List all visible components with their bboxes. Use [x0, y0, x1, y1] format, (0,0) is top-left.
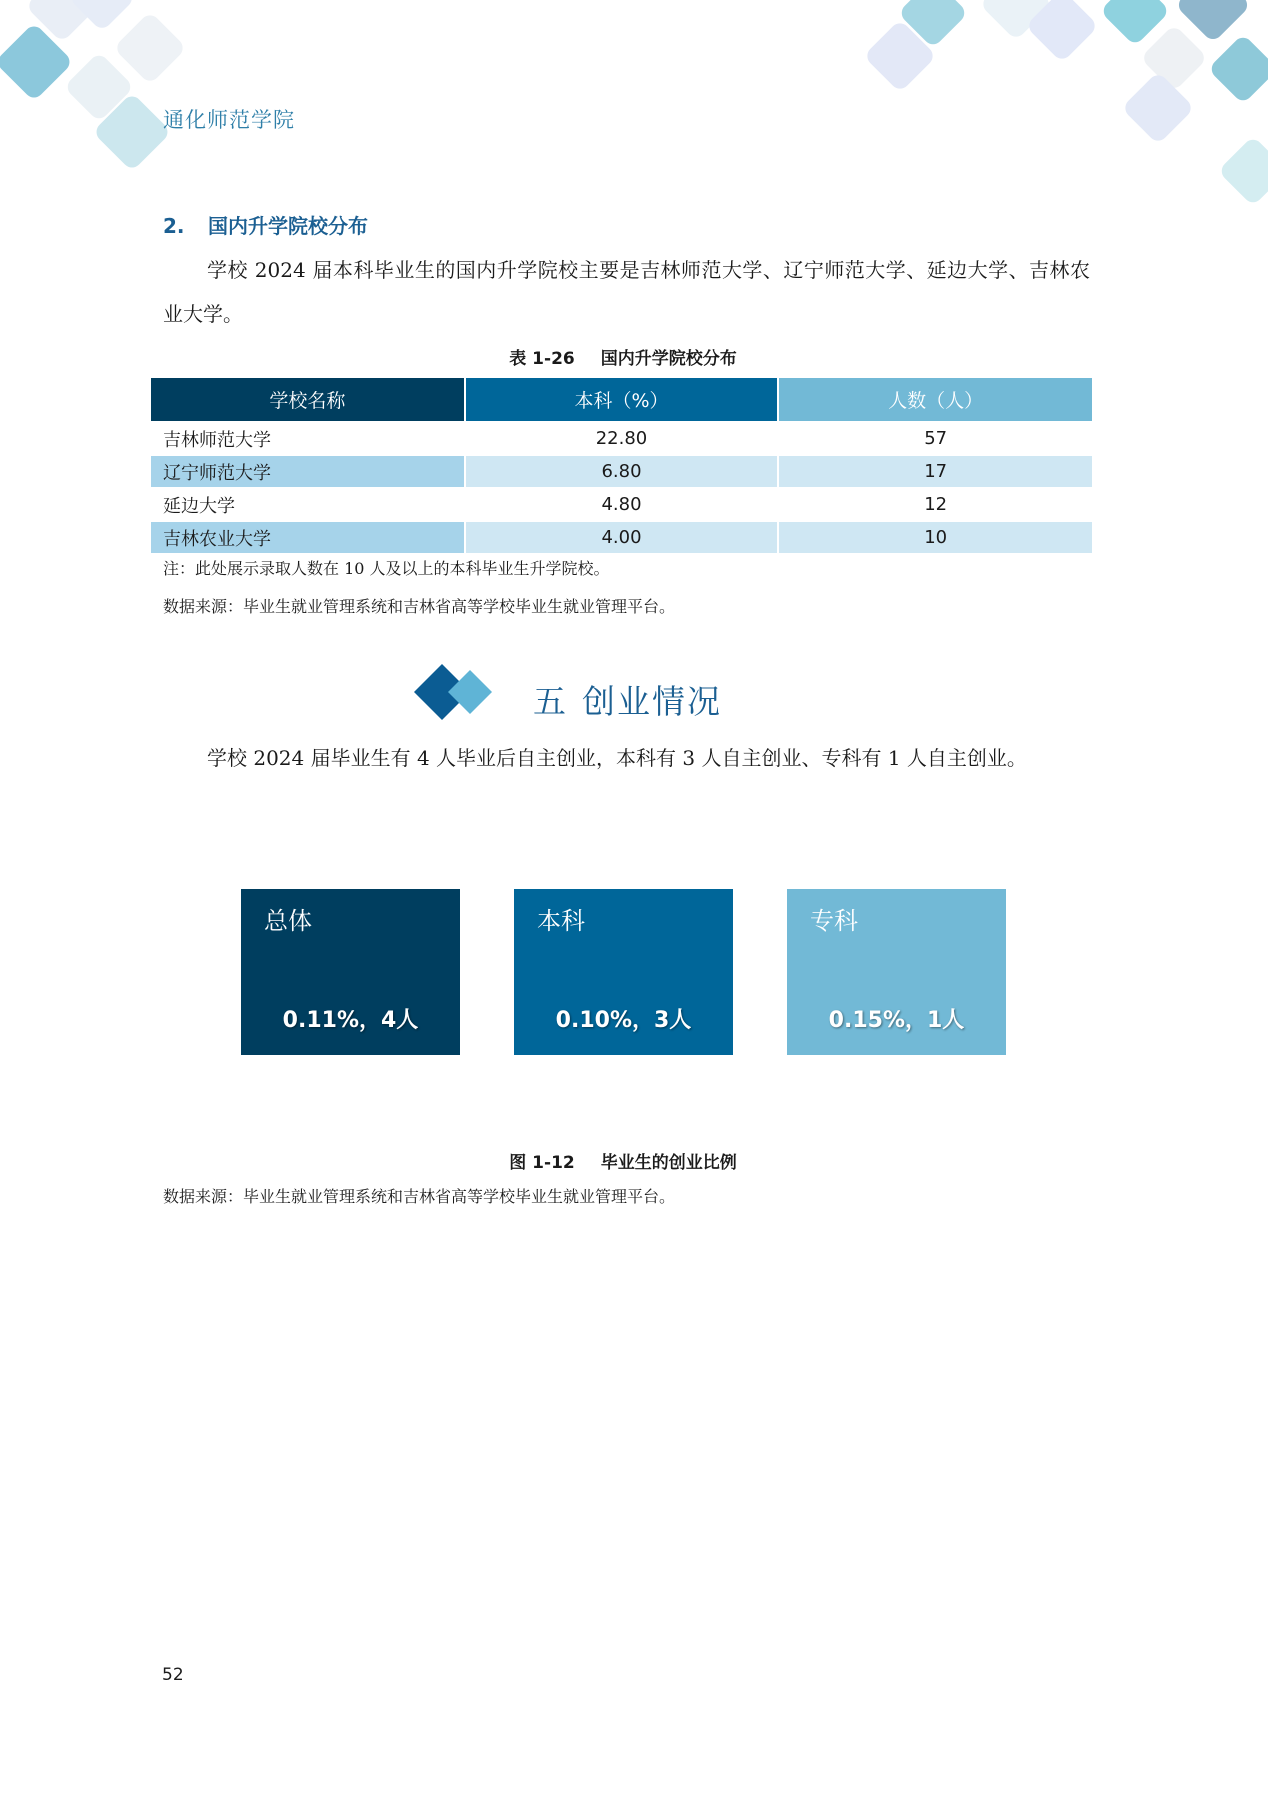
- admission-table: [151, 378, 1092, 553]
- section-title: 国内升学院校分布: [208, 214, 368, 238]
- table-row: [151, 455, 1092, 488]
- table-row: [151, 521, 1092, 553]
- table-cell-count: 57: [778, 422, 1092, 455]
- figure-caption-title: 毕业生的创业比例: [600, 1153, 737, 1173]
- card-overall: [241, 889, 460, 1055]
- chapter-number: 五: [533, 682, 568, 721]
- figure-source: 数据来源：毕业生就业管理系统和吉林省高等学校毕业生就业管理平台。: [163, 1187, 676, 1206]
- table-cell-school: 吉林农业大学: [151, 521, 465, 553]
- chapter-paragraph: 学校 2024 届毕业生有 4 人毕业后自主创业，本科有 3 人自主创业、专科有 1 人自主创业。: [207, 746, 1027, 770]
- card-value: 0.10%，3人: [555, 1008, 692, 1033]
- card-label: 专科: [810, 907, 858, 935]
- table-header-row: [151, 378, 1092, 422]
- chapter-title: 创业情况: [582, 682, 722, 721]
- section-paragraph: 学校 2024 届本科毕业生的国内升学院校主要是吉林师范大学、辽宁师范大学、延边大学、吉林农业大学。: [163, 258, 1090, 326]
- card-junior-college: [787, 889, 1006, 1055]
- section-number: 2.: [163, 214, 185, 238]
- page-number: 52: [162, 1665, 184, 1685]
- figure-caption: [0, 1148, 1246, 1173]
- table-source: 数据来源：毕业生就业管理系统和吉林省高等学校毕业生就业管理平台。: [163, 597, 676, 616]
- table-row: [151, 422, 1092, 455]
- card-value: 0.11%，4人: [282, 1008, 419, 1033]
- figure-caption-label: 图 1-12: [509, 1153, 575, 1173]
- table-row: [151, 488, 1092, 521]
- table-cell-count: 17: [778, 455, 1092, 488]
- table-cell-count: 12: [778, 488, 1092, 521]
- chapter-heading: [533, 676, 722, 723]
- table-cell-school: 吉林师范大学: [151, 422, 465, 455]
- card-label: 总体: [264, 907, 312, 935]
- entrepreneurship-cards: [0, 889, 1268, 1055]
- section-heading: [163, 210, 368, 239]
- card-undergraduate: [514, 889, 733, 1055]
- table-header-percent: 本科（%）: [465, 378, 779, 422]
- table-header-school: 学校名称: [151, 378, 465, 422]
- table-cell-percent: 6.80: [465, 455, 779, 488]
- table-cell-percent: 22.80: [465, 422, 779, 455]
- header-institution: 通化师范学院: [163, 108, 295, 132]
- card-value: 0.15%，1人: [828, 1008, 965, 1033]
- table-cell-percent: 4.80: [465, 488, 779, 521]
- table-header-count: 人数（人）: [778, 378, 1092, 422]
- table-caption-title: 国内升学院校分布: [600, 349, 737, 369]
- table-cell-school: 辽宁师范大学: [151, 455, 465, 488]
- chapter-diamond-icon: [412, 662, 498, 722]
- table-caption: [0, 344, 1246, 369]
- table-cell-percent: 4.00: [465, 521, 779, 553]
- table-note: 注：此处展示录取人数在 10 人及以上的本科毕业生升学院校。: [163, 559, 610, 578]
- table-cell-school: 延边大学: [151, 488, 465, 521]
- table-cell-count: 10: [778, 521, 1092, 553]
- table-caption-label: 表 1-26: [509, 349, 575, 369]
- card-label: 本科: [537, 907, 585, 935]
